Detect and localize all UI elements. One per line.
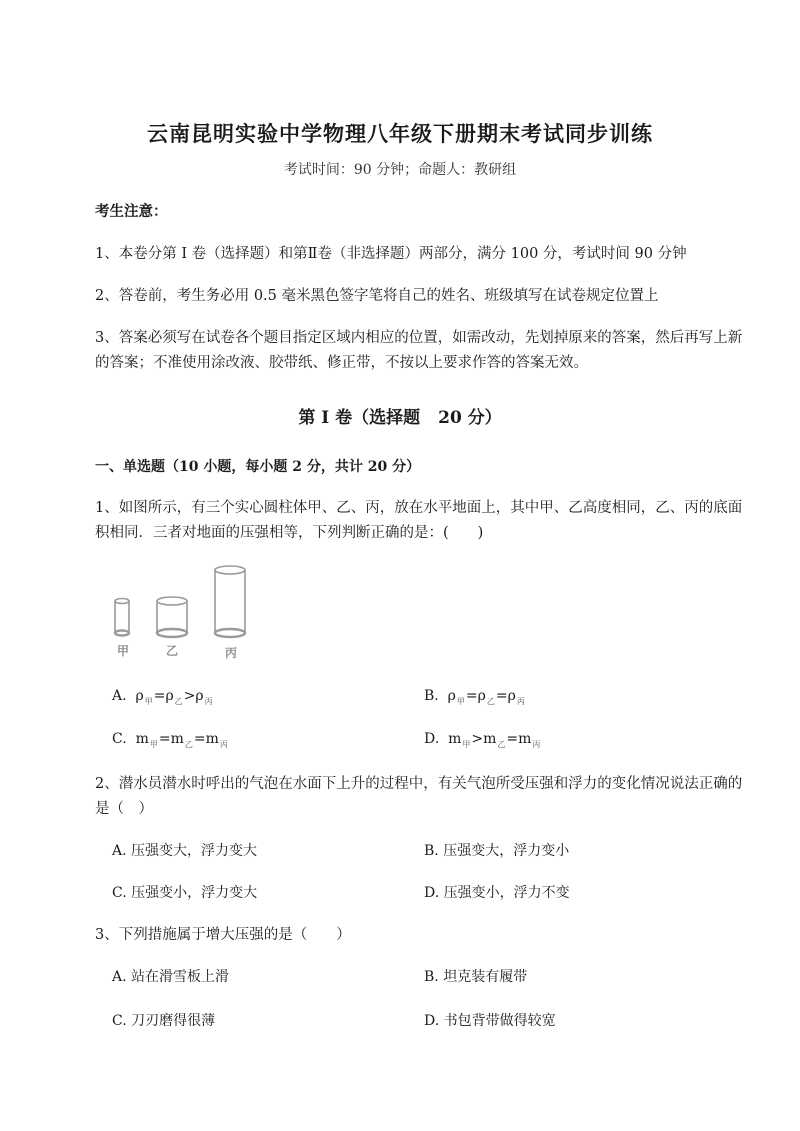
q1-option-c[interactable]: C. $m_甲=m_乙=m_丙$ <box>112 731 228 749</box>
question-2: 2、潜水员潜水时呼出的气泡在水面下上升的过程中，有关气泡所受压强和浮力的变化情况说法正确的 <box>95 776 743 792</box>
page-title: 云南昆明实验中学物理八年级下册期末考试同步训练 <box>147 121 653 146</box>
cylinder-jia <box>115 599 129 636</box>
notice-item-2: 2、答卷前，考生务必用 0.5 毫米黑色签字笔将自己的姓名、班级填写在试卷规定位置上 <box>95 288 659 304</box>
q2-option-b[interactable]: B. 压强变大，浮力变小 <box>424 843 570 859</box>
cylinder-bing <box>215 566 245 637</box>
question-2-cont: 是（ ） <box>95 801 153 817</box>
q3-option-a[interactable]: A. 站在滑雪板上滑 <box>112 969 230 985</box>
section-heading <box>0 403 800 428</box>
q3-option-c[interactable]: C. 刀刃磨得很薄 <box>112 1013 216 1029</box>
q1-option-b[interactable]: B. $\rho_甲=\rho_乙=\rho_丙$ <box>424 688 525 706</box>
q1-option-d[interactable]: D. $m_甲>m_乙=m_丙$ <box>424 731 541 749</box>
figure-label-jia: 甲 <box>116 644 130 658</box>
question-1-cont: 积相同．三者对地面的压强相等，下列判断正确的是：( ) <box>95 525 484 541</box>
part-heading: 一、单选题（10 小题，每小题 2 分，共计 20 分） <box>95 459 421 475</box>
q2-option-d[interactable]: D. 压强变小，浮力不变 <box>424 885 570 901</box>
notice-item-1: 1、本卷分第 I 卷（选择题）和第Ⅱ卷（非选择题）两部分，满分 100 分，考试时间 90 分钟 <box>95 246 687 262</box>
question-3: 3、下列措施属于增大压强的是（ ） <box>95 927 351 943</box>
q3-option-b[interactable]: B. 坦克装有履带 <box>424 969 528 985</box>
q1-option-a[interactable]: A. $\rho_甲=\rho_乙>\rho_丙$ <box>112 688 213 706</box>
figure-label-bing: 丙 <box>224 646 238 660</box>
section-label: 第 I 卷（选择题 <box>298 408 421 428</box>
question-1: 1、如图所示，有三个实心圆柱体甲、乙、丙，放在水平地面上，其中甲、乙高度相同，乙、丙的底面 <box>95 500 743 516</box>
q2-option-c[interactable]: C. 压强变小，浮力变大 <box>112 885 258 901</box>
q3-option-d[interactable]: D. 书包背带做得较宽 <box>424 1013 556 1029</box>
section-score: 20 分） <box>438 408 502 428</box>
q2-option-a[interactable]: A. 压强变大，浮力变大 <box>112 843 258 859</box>
notice-item-3-cont: 的答案；不准使用涂改液、胶带纸、修正带，不按以上要求作答的答案无效。 <box>95 355 588 371</box>
cylinders-figure <box>108 563 268 667</box>
notice-heading: 考生注意： <box>95 203 168 220</box>
figure-label-yi: 乙 <box>165 644 179 658</box>
notice-item-3: 3、答案必须写在试卷各个题目指定区域内相应的位置，如需改动，先划掉原来的答案，然后再写上新 <box>95 330 743 346</box>
exam-info: 考试时间：90 分钟；命题人：教研组 <box>283 162 517 178</box>
cylinder-yi <box>157 597 187 637</box>
